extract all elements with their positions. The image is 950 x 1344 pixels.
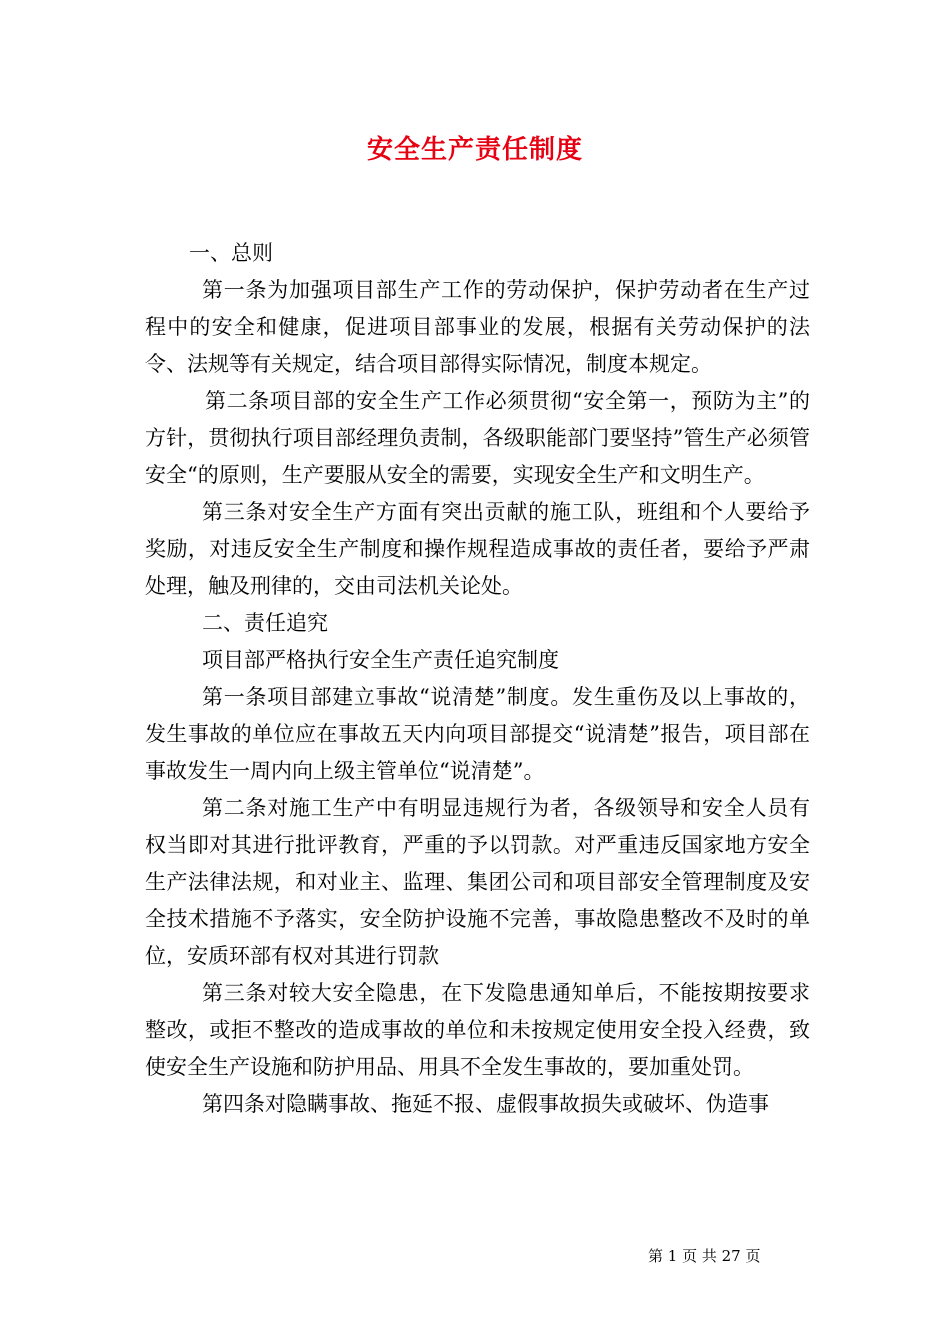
paragraph-responsibility-intro: 项目部严格执行安全生产责任追究制度 <box>202 648 559 672</box>
document-title: 安全生产责任制度 <box>366 135 583 165</box>
section-heading-responsibility: 二、责任追究 <box>202 611 328 635</box>
paragraph-responsibility-article-4: 第四条对隐瞒事故、拖延不报、虚假事故损失或破坏、伪造事 <box>202 1092 769 1116</box>
document-body <box>145 235 810 1123</box>
paragraph-article-3: 第三条对安全生产方面有突出贡献的施工队，班组和个人要给予奖励，对违反安全生产制度和操作规程造成事故的责任者，要给予严肃处理，触及刑律的，交由司法机关论处。 <box>145 500 810 598</box>
paragraph-article-2: 第二条项目部的安全生产工作必须贯彻“安全第一，预防为主”的方针，贯彻执行项目部经理负责制，各级职能部门要坚持”管生产必须管安全“的原则，生产要服从安全的需要，实现安全生产和文明生产。 <box>145 389 810 487</box>
paragraph-responsibility-article-3: 第三条对较大安全隐患，在下发隐患通知单后，不能按期按要求整改，或拒不整改的造成事故的单位和未按规定使用安全投入经费，致使安全生产设施和防护用品、用具不全发生事故的，要加重处罚。 <box>145 981 810 1079</box>
paragraph-responsibility-article-2: 第二条对施工生产中有明显违规行为者，各级领导和安全人员有权当即对其进行批评教育，严重的予以罚款。对严重违反国家地方安全生产法律法规，和对业主、监理、集团公司和项目部安全管理制度及安全技术措施不予落实，安全防护设施不完善，事故隐患整改不及时的单位，安质环部有权对其进行罚款 <box>145 796 810 968</box>
paragraph-responsibility-article-1: 第一条项目部建立事故“说清楚”制度。发生重伤及以上事故的，发生事故的单位应在事故五天内向项目部提交“说清楚”报告，项目部在事故发生一周内向上级主管单位“说清楚”。 <box>145 685 810 783</box>
page-number: 第 1 页 共 27 页 <box>648 1247 761 1265</box>
section-heading-general: 一、总则 <box>189 241 273 265</box>
paragraph-article-1: 第一条为加强项目部生产工作的劳动保护，保护劳动者在生产过程中的安全和健康，促进项目部事业的发展，根据有关劳动保护的法令、法规等有关规定，结合项目部得实际情况，制度本规定。 <box>145 278 810 376</box>
